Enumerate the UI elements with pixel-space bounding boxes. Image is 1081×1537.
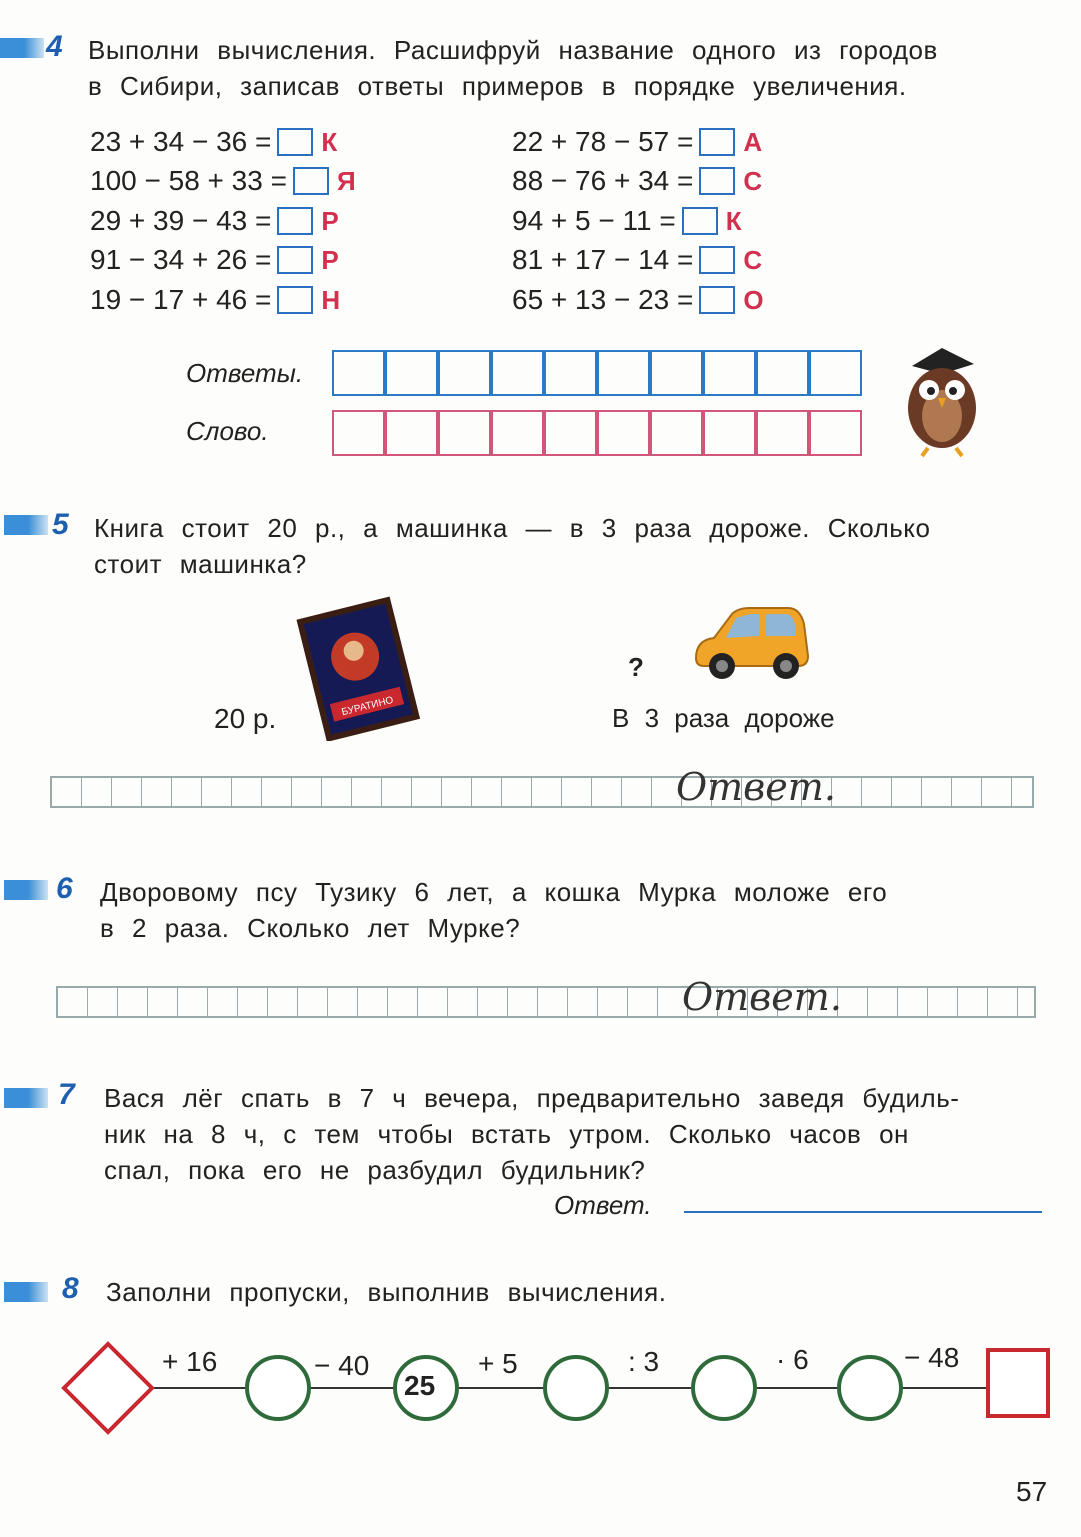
task-number: 5 bbox=[52, 508, 69, 541]
grid-cell[interactable] bbox=[862, 778, 892, 806]
answer-box[interactable] bbox=[682, 207, 718, 235]
example-row bbox=[512, 282, 764, 318]
grid-cell[interactable] bbox=[838, 988, 868, 1016]
cipher-letter: К bbox=[321, 127, 338, 157]
answer-cell[interactable] bbox=[544, 350, 597, 396]
answer-label: Ответ. bbox=[682, 975, 842, 1019]
task-text-line: в Сибири, записав ответы примеров в порядке увеличения. bbox=[88, 71, 907, 101]
grid-cell[interactable] bbox=[952, 778, 982, 806]
grid-cell[interactable] bbox=[508, 988, 538, 1016]
word-cell[interactable] bbox=[544, 410, 597, 456]
task-number: 4 bbox=[46, 30, 63, 63]
answer-cell[interactable] bbox=[756, 350, 809, 396]
task-text bbox=[104, 1080, 1044, 1188]
book-price: 20 р. bbox=[214, 703, 277, 734]
task-marker-bar bbox=[0, 38, 44, 58]
answers-label: Ответы. bbox=[186, 358, 304, 388]
example-row bbox=[90, 282, 340, 318]
expression: 29 + 39 − 43 = bbox=[90, 205, 272, 236]
grid-cell[interactable] bbox=[928, 988, 958, 1016]
task-text: Заполни пропуски, выполнив вычисления. bbox=[106, 1277, 667, 1307]
word-cell[interactable] bbox=[385, 410, 438, 456]
answer-grid[interactable] bbox=[56, 986, 1036, 1018]
cipher-letter: А bbox=[743, 127, 763, 157]
answer-cell[interactable] bbox=[809, 350, 862, 396]
grid-cell[interactable] bbox=[598, 988, 628, 1016]
word-cell[interactable] bbox=[491, 410, 544, 456]
grid-cell[interactable] bbox=[202, 778, 232, 806]
grid-cell[interactable] bbox=[208, 988, 238, 1016]
answer-box[interactable] bbox=[277, 128, 313, 156]
expression: 100 − 58 + 33 = bbox=[90, 165, 287, 196]
task-text-line: спал, пока его не разбудил будильник? bbox=[104, 1155, 646, 1185]
known-value: 25 bbox=[404, 1370, 436, 1401]
answer-box[interactable] bbox=[699, 246, 735, 274]
task-text-line: Книга стоит 20 р., а машинка — в 3 раза дороже. Сколько bbox=[94, 513, 931, 543]
expression: 94 + 5 − 11 = bbox=[512, 205, 676, 236]
cipher-letter: С bbox=[743, 245, 763, 275]
grid-cell[interactable] bbox=[292, 778, 322, 806]
example-row bbox=[90, 203, 339, 239]
answer-box[interactable] bbox=[277, 246, 313, 274]
grid-cell[interactable] bbox=[52, 778, 82, 806]
answer-cell[interactable] bbox=[650, 350, 703, 396]
cipher-letter: О bbox=[743, 285, 764, 315]
book-illustration bbox=[296, 596, 422, 741]
word-cell[interactable] bbox=[756, 410, 809, 456]
grid-cell[interactable] bbox=[502, 778, 532, 806]
car-illustration bbox=[688, 600, 814, 688]
grid-cell[interactable] bbox=[142, 778, 172, 806]
expression: 23 + 34 − 36 = bbox=[90, 126, 272, 157]
grid-cell[interactable] bbox=[118, 988, 148, 1016]
task-text bbox=[100, 874, 1045, 946]
task-marker-bar bbox=[4, 515, 48, 535]
grid-cell[interactable] bbox=[628, 988, 658, 1016]
example-row bbox=[90, 242, 339, 278]
expression: 81 + 17 − 14 = bbox=[512, 244, 694, 275]
answer-label: Ответ. bbox=[554, 1190, 652, 1220]
grid-cell[interactable] bbox=[892, 778, 922, 806]
question-mark: ? bbox=[628, 652, 644, 682]
answer-box[interactable] bbox=[699, 167, 735, 195]
operation-label: − 40 bbox=[314, 1350, 370, 1381]
cipher-letter: К bbox=[725, 206, 742, 236]
grid-cell[interactable] bbox=[532, 778, 562, 806]
example-row bbox=[512, 242, 762, 278]
grid-cell[interactable] bbox=[958, 988, 988, 1016]
task-text bbox=[94, 510, 1044, 582]
owl-illustration bbox=[892, 338, 992, 458]
answer-cell[interactable] bbox=[385, 350, 438, 396]
word-cell[interactable] bbox=[438, 410, 491, 456]
operation-label: : 3 bbox=[628, 1346, 660, 1377]
answer-box[interactable] bbox=[277, 207, 313, 235]
grid-cell[interactable] bbox=[328, 988, 358, 1016]
grid-cell[interactable] bbox=[868, 988, 898, 1016]
answer-cell[interactable] bbox=[703, 350, 756, 396]
book-title: БУРАТИНО bbox=[340, 694, 395, 719]
example-row bbox=[512, 163, 762, 199]
grid-cell[interactable] bbox=[82, 778, 112, 806]
answer-label: Ответ. bbox=[676, 765, 836, 809]
task-marker-bar bbox=[4, 1282, 48, 1302]
word-label: Слово. bbox=[186, 416, 269, 446]
grid-cell[interactable] bbox=[448, 988, 478, 1016]
task-text-line: Вася лёг спать в 7 ч вечера, предварительно заведя будиль- bbox=[104, 1083, 960, 1113]
expression: 19 − 17 + 46 = bbox=[90, 284, 272, 315]
example-row bbox=[512, 203, 742, 239]
grid-cell[interactable] bbox=[322, 778, 352, 806]
word-grid bbox=[332, 410, 862, 456]
grid-cell[interactable] bbox=[112, 778, 142, 806]
operation-label: · 6 bbox=[776, 1344, 809, 1375]
answer-cell[interactable] bbox=[438, 350, 491, 396]
blank-circle[interactable] bbox=[247, 1357, 309, 1419]
word-cell[interactable] bbox=[597, 410, 650, 456]
grid-cell[interactable] bbox=[388, 988, 418, 1016]
grid-cell[interactable] bbox=[592, 778, 622, 806]
task-text bbox=[88, 32, 1048, 104]
grid-cell[interactable] bbox=[238, 988, 268, 1016]
operation-label: + 16 bbox=[162, 1346, 218, 1377]
cipher-letter: Н bbox=[321, 285, 341, 315]
grid-cell[interactable] bbox=[442, 778, 472, 806]
grid-cell[interactable] bbox=[382, 778, 412, 806]
answer-cell[interactable] bbox=[597, 350, 650, 396]
end-square[interactable] bbox=[988, 1350, 1048, 1416]
answer-cell[interactable] bbox=[332, 350, 385, 396]
grid-cell[interactable] bbox=[478, 988, 508, 1016]
cipher-letter: Я bbox=[336, 166, 356, 196]
task-text-line: Дворовому псу Тузику 6 лет, а кошка Мурка моложе его bbox=[100, 877, 888, 907]
grid-cell[interactable] bbox=[538, 988, 568, 1016]
answer-grid[interactable] bbox=[50, 776, 1034, 808]
task-number: 8 bbox=[62, 1272, 79, 1305]
word-cell[interactable] bbox=[703, 410, 756, 456]
task-marker-bar bbox=[4, 1088, 48, 1108]
answer-cell[interactable] bbox=[491, 350, 544, 396]
expression: 88 − 76 + 34 = bbox=[512, 165, 694, 196]
answer-box[interactable] bbox=[293, 167, 329, 195]
cipher-letter: Р bbox=[321, 206, 339, 236]
grid-cell[interactable] bbox=[178, 988, 208, 1016]
grid-cell[interactable] bbox=[298, 988, 328, 1016]
operation-label: + 5 bbox=[478, 1348, 518, 1379]
grid-cell[interactable] bbox=[58, 988, 88, 1016]
grid-cell[interactable] bbox=[622, 778, 652, 806]
grid-cell[interactable] bbox=[922, 778, 952, 806]
word-cell[interactable] bbox=[650, 410, 703, 456]
blank-circle[interactable] bbox=[693, 1357, 755, 1419]
grid-cell[interactable] bbox=[418, 988, 448, 1016]
task-marker-bar bbox=[4, 880, 48, 900]
grid-cell[interactable] bbox=[88, 988, 118, 1016]
grid-cell[interactable] bbox=[352, 778, 382, 806]
answer-box[interactable] bbox=[699, 286, 735, 314]
grid-cell[interactable] bbox=[472, 778, 502, 806]
cipher-letter: С bbox=[743, 166, 763, 196]
task-number: 7 bbox=[58, 1078, 75, 1111]
task-text-line: в 2 раза. Сколько лет Мурке? bbox=[100, 913, 521, 943]
start-diamond[interactable] bbox=[64, 1344, 152, 1432]
grid-cell[interactable] bbox=[982, 778, 1012, 806]
blank-circle[interactable] bbox=[545, 1357, 607, 1419]
grid-cell[interactable] bbox=[988, 988, 1018, 1016]
task-text-line: Выполни вычисления. Расшифруй название одного из городов bbox=[88, 35, 938, 65]
example-row bbox=[512, 124, 762, 160]
answer-box[interactable] bbox=[277, 286, 313, 314]
grid-cell[interactable] bbox=[232, 778, 262, 806]
expression: 91 − 34 + 26 = bbox=[90, 244, 272, 275]
grid-cell[interactable] bbox=[268, 988, 298, 1016]
operation-label: − 48 bbox=[904, 1342, 960, 1373]
grid-cell[interactable] bbox=[262, 778, 292, 806]
grid-cell[interactable] bbox=[148, 988, 178, 1016]
task-text-line: ник на 8 ч, с тем чтобы встать утром. Сколько часов он bbox=[104, 1119, 909, 1149]
answer-box[interactable] bbox=[699, 128, 735, 156]
expression: 22 + 78 − 57 = bbox=[512, 126, 694, 157]
grid-cell[interactable] bbox=[412, 778, 442, 806]
answers-grid bbox=[332, 350, 862, 396]
answer-line[interactable] bbox=[684, 1211, 1042, 1213]
car-caption: В 3 раза дороже bbox=[612, 703, 835, 733]
task-number: 6 bbox=[56, 872, 73, 905]
example-row bbox=[90, 163, 356, 199]
word-cell[interactable] bbox=[809, 410, 862, 456]
grid-cell[interactable] bbox=[568, 988, 598, 1016]
grid-cell[interactable] bbox=[832, 778, 862, 806]
grid-cell[interactable] bbox=[172, 778, 202, 806]
grid-cell[interactable] bbox=[358, 988, 388, 1016]
blank-circle[interactable] bbox=[839, 1357, 901, 1419]
word-cell[interactable] bbox=[332, 410, 385, 456]
grid-cell[interactable] bbox=[562, 778, 592, 806]
cipher-letter: Р bbox=[321, 245, 339, 275]
example-row bbox=[90, 124, 337, 160]
expression: 65 + 13 − 23 = bbox=[512, 284, 694, 315]
task-text-line: стоит машинка? bbox=[94, 549, 307, 579]
grid-cell[interactable] bbox=[898, 988, 928, 1016]
page-number: 57 bbox=[1016, 1476, 1048, 1507]
